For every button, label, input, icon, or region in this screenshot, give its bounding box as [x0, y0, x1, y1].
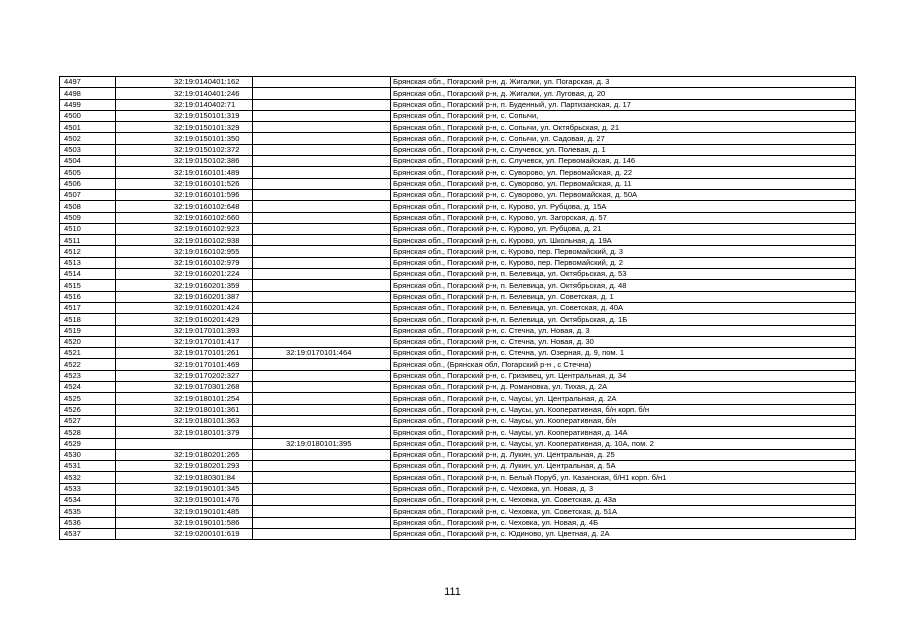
- row-number-cell: 4512: [60, 246, 116, 257]
- related-cadastral-number-cell: 32:19:0170101:464: [253, 348, 391, 359]
- related-cadastral-number-cell: [253, 528, 391, 539]
- address-cell: Брянская обл., Погарский р-н, с. Гриэивец, ул. Центральная, д. 34: [391, 370, 856, 381]
- row-number-cell: 4532: [60, 472, 116, 483]
- related-cadastral-number-cell: [253, 472, 391, 483]
- address-cell: Брянская обл., Погарский р-н, с. Курово, пер. Первомайский, д. 3: [391, 246, 856, 257]
- address-cell: Брянская обл., Погарский р-н, с. Курово, пер. Первомайский, д. 2: [391, 257, 856, 268]
- row-number-cell: 4530: [60, 449, 116, 460]
- cadastral-number-cell: 32:19:0160102:648: [116, 201, 253, 212]
- row-number-cell: 4537: [60, 528, 116, 539]
- cadastral-number-cell: 32:19:0150101:319: [116, 110, 253, 121]
- table-row: [60, 280, 856, 291]
- table-row: [60, 144, 856, 155]
- table-row: [60, 223, 856, 234]
- table-row: [60, 336, 856, 347]
- row-number-cell: 4516: [60, 291, 116, 302]
- related-cadastral-number-cell: [253, 415, 391, 426]
- row-number-cell: 4522: [60, 359, 116, 370]
- table-row: [60, 404, 856, 415]
- table-row: [60, 235, 856, 246]
- cadastral-number-cell: 32:19:0170101:393: [116, 325, 253, 336]
- address-cell: Брянская обл., Погарский р-н, с. Сопычи, ул. Садовая, д. 27: [391, 133, 856, 144]
- cadastral-number-cell: 32:19:0170101:261: [116, 348, 253, 359]
- row-number-cell: 4502: [60, 133, 116, 144]
- address-cell: Брянская обл., Погарский р-н, с. Чеховка, ул. Новая, д. 3: [391, 483, 856, 494]
- related-cadastral-number-cell: [253, 189, 391, 200]
- row-number-cell: 4500: [60, 110, 116, 121]
- address-cell: Брянская обл., Погарский р-н, с. Случевск, ул. Полевая, д. 1: [391, 144, 856, 155]
- cadastral-number-cell: 32:19:0170101:417: [116, 336, 253, 347]
- address-cell: Брянская обл., (Брянская обл, Погарский р-н , с Стечна): [391, 359, 856, 370]
- cadastral-number-cell: 32:19:0140401:162: [116, 77, 253, 88]
- row-number-cell: 4523: [60, 370, 116, 381]
- row-number-cell: 4513: [60, 257, 116, 268]
- row-number-cell: 4527: [60, 415, 116, 426]
- cadastral-number-cell: 32:19:0190101:485: [116, 506, 253, 517]
- related-cadastral-number-cell: [253, 77, 391, 88]
- registry-table-body: [60, 77, 856, 540]
- cadastral-number-cell: 32:19:0160102:938: [116, 235, 253, 246]
- row-number-cell: 4497: [60, 77, 116, 88]
- address-cell: Брянская обл., Погарский р-н, с. Чеховка, ул. Советская, д. 51А: [391, 506, 856, 517]
- address-cell: Брянская обл., Погарский р-н, д. Романовка, ул. Тихая, д. 2А: [391, 382, 856, 393]
- cadastral-number-cell: 32:19:0180301:84: [116, 472, 253, 483]
- address-cell: Брянская обл., Погарский р-н, п. Буденный, ул. Партизанская, д. 17: [391, 99, 856, 110]
- address-cell: Брянская обл., Погарский р-н, п. Белевица, ул. Советская, д. 1: [391, 291, 856, 302]
- related-cadastral-number-cell: [253, 156, 391, 167]
- cadastral-number-cell: 32:19:0180101:363: [116, 415, 253, 426]
- address-cell: Брянская обл., Погарский р-н, п. Белевица, ул. Октябрьская, д. 48: [391, 280, 856, 291]
- row-number-cell: 4528: [60, 427, 116, 438]
- cadastral-number-cell: 32:19:0170101:469: [116, 359, 253, 370]
- row-number-cell: 4503: [60, 144, 116, 155]
- row-number-cell: 4524: [60, 382, 116, 393]
- address-cell: Брянская обл., Погарский р-н, с. Стечна, ул. Новая, д. 30: [391, 336, 856, 347]
- table-row: [60, 348, 856, 359]
- table-row: [60, 133, 856, 144]
- related-cadastral-number-cell: [253, 110, 391, 121]
- address-cell: Брянская обл., Погарский р-н, п. Белевица, ул. Советская, д. 40А: [391, 302, 856, 313]
- cadastral-number-cell: 32:19:0160201:224: [116, 269, 253, 280]
- cadastral-number-cell: 32:19:0160201:359: [116, 280, 253, 291]
- table-row: [60, 449, 856, 460]
- cadastral-number-cell: 32:19:0180201:265: [116, 449, 253, 460]
- row-number-cell: 4533: [60, 483, 116, 494]
- related-cadastral-number-cell: [253, 235, 391, 246]
- cadastral-number-cell: 32:19:0150101:350: [116, 133, 253, 144]
- related-cadastral-number-cell: [253, 178, 391, 189]
- cadastral-number-cell: 32:19:0150102:372: [116, 144, 253, 155]
- row-number-cell: 4507: [60, 189, 116, 200]
- address-cell: Брянская обл., Погарский р-н, с. Чеховка, ул. Новая, д. 4Б: [391, 517, 856, 528]
- related-cadastral-number-cell: [253, 257, 391, 268]
- cadastral-number-cell: 32:19:0160102:660: [116, 212, 253, 223]
- table-row: [60, 302, 856, 313]
- cadastral-number-cell: 32:19:0160201:387: [116, 291, 253, 302]
- address-cell: Брянская обл., Погарский р-н, д. Жигалки, ул. Погарская, д. 3: [391, 77, 856, 88]
- address-cell: Брянская обл., Погарский р-н, с. Стечна, ул. Озерная, д. 9, пом. 1: [391, 348, 856, 359]
- cadastral-number-cell: 32:19:0160102:923: [116, 223, 253, 234]
- row-number-cell: 4501: [60, 122, 116, 133]
- row-number-cell: 4529: [60, 438, 116, 449]
- address-cell: Брянская обл., Погарский р-н, с. Суворово, ул. Первомайская, д. 50А: [391, 189, 856, 200]
- address-cell: Брянская обл., Погарский р-н, п. Белый Поруб, ул. Казанская, б/Н1 корп. б/н1: [391, 472, 856, 483]
- cadastral-number-cell: 32:19:0140402:71: [116, 99, 253, 110]
- cadastral-number-cell: 32:19:0200101:619: [116, 528, 253, 539]
- related-cadastral-number-cell: 32:19:0180101:395: [253, 438, 391, 449]
- address-cell: Брянская обл., Погарский р-н, с. Чаусы, ул. Кооперативная, д. 10А, пом. 2: [391, 438, 856, 449]
- address-cell: Брянская обл., Погарский р-н, с. Курово, ул. Рубцова, д. 21: [391, 223, 856, 234]
- address-cell: Брянская обл., Погарский р-н, д. Лукин, ул. Центральная, д. 5А: [391, 461, 856, 472]
- related-cadastral-number-cell: [253, 483, 391, 494]
- row-number-cell: 4510: [60, 223, 116, 234]
- cadastral-number-cell: 32:19:0190101:345: [116, 483, 253, 494]
- address-cell: Брянская обл., Погарский р-н, с. Чаусы, ул. Центральная, д. 2А: [391, 393, 856, 404]
- table-row: [60, 178, 856, 189]
- related-cadastral-number-cell: [253, 393, 391, 404]
- address-cell: Брянская обл., Погарский р-н, с. Сопычи, ул. Октябрьская, д. 21: [391, 122, 856, 133]
- related-cadastral-number-cell: [253, 336, 391, 347]
- row-number-cell: 4526: [60, 404, 116, 415]
- address-cell: Брянская обл., Погарский р-н, с. Сопычи,: [391, 110, 856, 121]
- address-cell: Брянская обл., Погарский р-н, с. Чаусы, ул. Кооперативная, д. 14А: [391, 427, 856, 438]
- row-number-cell: 4518: [60, 314, 116, 325]
- address-cell: Брянская обл., Погарский р-н, с. Чаусы, ул. Кооперативная, б/н: [391, 415, 856, 426]
- cadastral-number-cell: 32:19:0160101:489: [116, 167, 253, 178]
- table-row: [60, 528, 856, 539]
- row-number-cell: 4509: [60, 212, 116, 223]
- table-row: [60, 494, 856, 505]
- cadastral-number-cell: 32:19:0140401:246: [116, 88, 253, 99]
- table-row: [60, 201, 856, 212]
- related-cadastral-number-cell: [253, 359, 391, 370]
- table-row: [60, 314, 856, 325]
- page-number: 111: [444, 586, 461, 598]
- address-cell: Брянская обл., Погарский р-н, д. Лукин, ул. Центральная, д. 25: [391, 449, 856, 460]
- table-row: [60, 472, 856, 483]
- row-number-cell: 4525: [60, 393, 116, 404]
- table-row: [60, 325, 856, 336]
- row-number-cell: 4514: [60, 269, 116, 280]
- cadastral-number-cell: 32:19:0180101:379: [116, 427, 253, 438]
- table-row: [60, 257, 856, 268]
- address-cell: Брянская обл., Погарский р-н, с. Случевск, ул. Первомайская, д. 146: [391, 156, 856, 167]
- table-row: [60, 382, 856, 393]
- related-cadastral-number-cell: [253, 122, 391, 133]
- row-number-cell: 4515: [60, 280, 116, 291]
- row-number-cell: 4508: [60, 201, 116, 212]
- table-row: [60, 359, 856, 370]
- cadastral-number-cell: 32:19:0160201:424: [116, 302, 253, 313]
- address-cell: Брянская обл., Погарский р-н, п. Белевица, ул. Октябрьская, д. 53: [391, 269, 856, 280]
- address-cell: Брянская обл., Погарский р-н, с. Курово, ул. Рубцова, д. 15А: [391, 201, 856, 212]
- row-number-cell: 4534: [60, 494, 116, 505]
- related-cadastral-number-cell: [253, 212, 391, 223]
- related-cadastral-number-cell: [253, 246, 391, 257]
- row-number-cell: 4536: [60, 517, 116, 528]
- row-number-cell: 4505: [60, 167, 116, 178]
- table-row: [60, 370, 856, 381]
- cadastral-number-cell: 32:19:0170301:268: [116, 382, 253, 393]
- related-cadastral-number-cell: [253, 461, 391, 472]
- address-cell: Брянская обл., Погарский р-н, с. Чаусы, ул. Кооперативная, б/н корп. б/н: [391, 404, 856, 415]
- row-number-cell: 4521: [60, 348, 116, 359]
- related-cadastral-number-cell: [253, 314, 391, 325]
- address-cell: Брянская обл., Погарский р-н, с. Суворово, ул. Первомайская, д. 11: [391, 178, 856, 189]
- cadastral-number-cell: 32:19:0160102:979: [116, 257, 253, 268]
- cadastral-number-cell: 32:19:0170202:327: [116, 370, 253, 381]
- related-cadastral-number-cell: [253, 201, 391, 212]
- table-row: [60, 246, 856, 257]
- table-row: [60, 415, 856, 426]
- address-cell: Брянская обл., Погарский р-н, с. Курово, ул. Школьная, д. 19А: [391, 235, 856, 246]
- row-number-cell: 4519: [60, 325, 116, 336]
- related-cadastral-number-cell: [253, 404, 391, 415]
- table-row: [60, 483, 856, 494]
- related-cadastral-number-cell: [253, 223, 391, 234]
- cadastral-number-cell: 32:19:0160201:429: [116, 314, 253, 325]
- related-cadastral-number-cell: [253, 280, 391, 291]
- row-number-cell: 4499: [60, 99, 116, 110]
- related-cadastral-number-cell: [253, 144, 391, 155]
- cadastral-number-cell: 32:19:0180101:361: [116, 404, 253, 415]
- related-cadastral-number-cell: [253, 449, 391, 460]
- table-row: [60, 167, 856, 178]
- address-cell: Брянская обл., Погарский р-н, д. Жигалки, ул. Луговая, д. 20: [391, 88, 856, 99]
- cadastral-number-cell: 32:19:0160101:596: [116, 189, 253, 200]
- related-cadastral-number-cell: [253, 88, 391, 99]
- cadastral-number-cell: 32:19:0190101:586: [116, 517, 253, 528]
- table-row: [60, 291, 856, 302]
- table-row: [60, 77, 856, 88]
- cadastral-number-cell: 32:19:0180101:254: [116, 393, 253, 404]
- address-cell: Брянская обл., Погарский р-н, с. Чеховка, ул. Советская, д. 43а: [391, 494, 856, 505]
- table-row: [60, 110, 856, 121]
- table-row: [60, 461, 856, 472]
- row-number-cell: 4506: [60, 178, 116, 189]
- table-row: [60, 212, 856, 223]
- table-row: [60, 88, 856, 99]
- table-row: [60, 156, 856, 167]
- cadastral-number-cell: 32:19:0160102:955: [116, 246, 253, 257]
- cadastral-number-cell: 32:19:0150101:329: [116, 122, 253, 133]
- related-cadastral-number-cell: [253, 133, 391, 144]
- related-cadastral-number-cell: [253, 506, 391, 517]
- row-number-cell: 4520: [60, 336, 116, 347]
- related-cadastral-number-cell: [253, 302, 391, 313]
- cadastral-number-cell: 32:19:0190101:476: [116, 494, 253, 505]
- table-row: [60, 99, 856, 110]
- cadastral-number-cell: [116, 438, 253, 449]
- related-cadastral-number-cell: [253, 167, 391, 178]
- table-row: [60, 269, 856, 280]
- table-row: [60, 438, 856, 449]
- related-cadastral-number-cell: [253, 325, 391, 336]
- related-cadastral-number-cell: [253, 99, 391, 110]
- property-registry-table: [59, 76, 856, 540]
- related-cadastral-number-cell: [253, 517, 391, 528]
- table-row: [60, 506, 856, 517]
- table-row: [60, 189, 856, 200]
- related-cadastral-number-cell: [253, 291, 391, 302]
- related-cadastral-number-cell: [253, 269, 391, 280]
- row-number-cell: 4511: [60, 235, 116, 246]
- row-number-cell: 4517: [60, 302, 116, 313]
- cadastral-number-cell: 32:19:0160101:526: [116, 178, 253, 189]
- row-number-cell: 4535: [60, 506, 116, 517]
- related-cadastral-number-cell: [253, 382, 391, 393]
- row-number-cell: 4531: [60, 461, 116, 472]
- address-cell: Брянская обл., Погарский р-н, с. Курово, ул. Загорская, д. 57: [391, 212, 856, 223]
- table-row: [60, 427, 856, 438]
- related-cadastral-number-cell: [253, 494, 391, 505]
- table-row: [60, 393, 856, 404]
- related-cadastral-number-cell: [253, 370, 391, 381]
- address-cell: Брянская обл., Погарский р-н, с. Стечна, ул. Новая, д. 3: [391, 325, 856, 336]
- table-row: [60, 517, 856, 528]
- row-number-cell: 4498: [60, 88, 116, 99]
- address-cell: Брянская обл., Погарский р-н, п. Белевица, ул. Октябрьская, д. 1Б: [391, 314, 856, 325]
- related-cadastral-number-cell: [253, 427, 391, 438]
- address-cell: Брянская обл., Погарский р-н, с. Суворово, ул. Первомайская, д. 22: [391, 167, 856, 178]
- row-number-cell: 4504: [60, 156, 116, 167]
- cadastral-number-cell: 32:19:0150102:386: [116, 156, 253, 167]
- address-cell: Брянская обл., Погарский р-н, с. Юдиново, ул. Цветная, д. 2А: [391, 528, 856, 539]
- table-row: [60, 122, 856, 133]
- cadastral-number-cell: 32:19:0180201:293: [116, 461, 253, 472]
